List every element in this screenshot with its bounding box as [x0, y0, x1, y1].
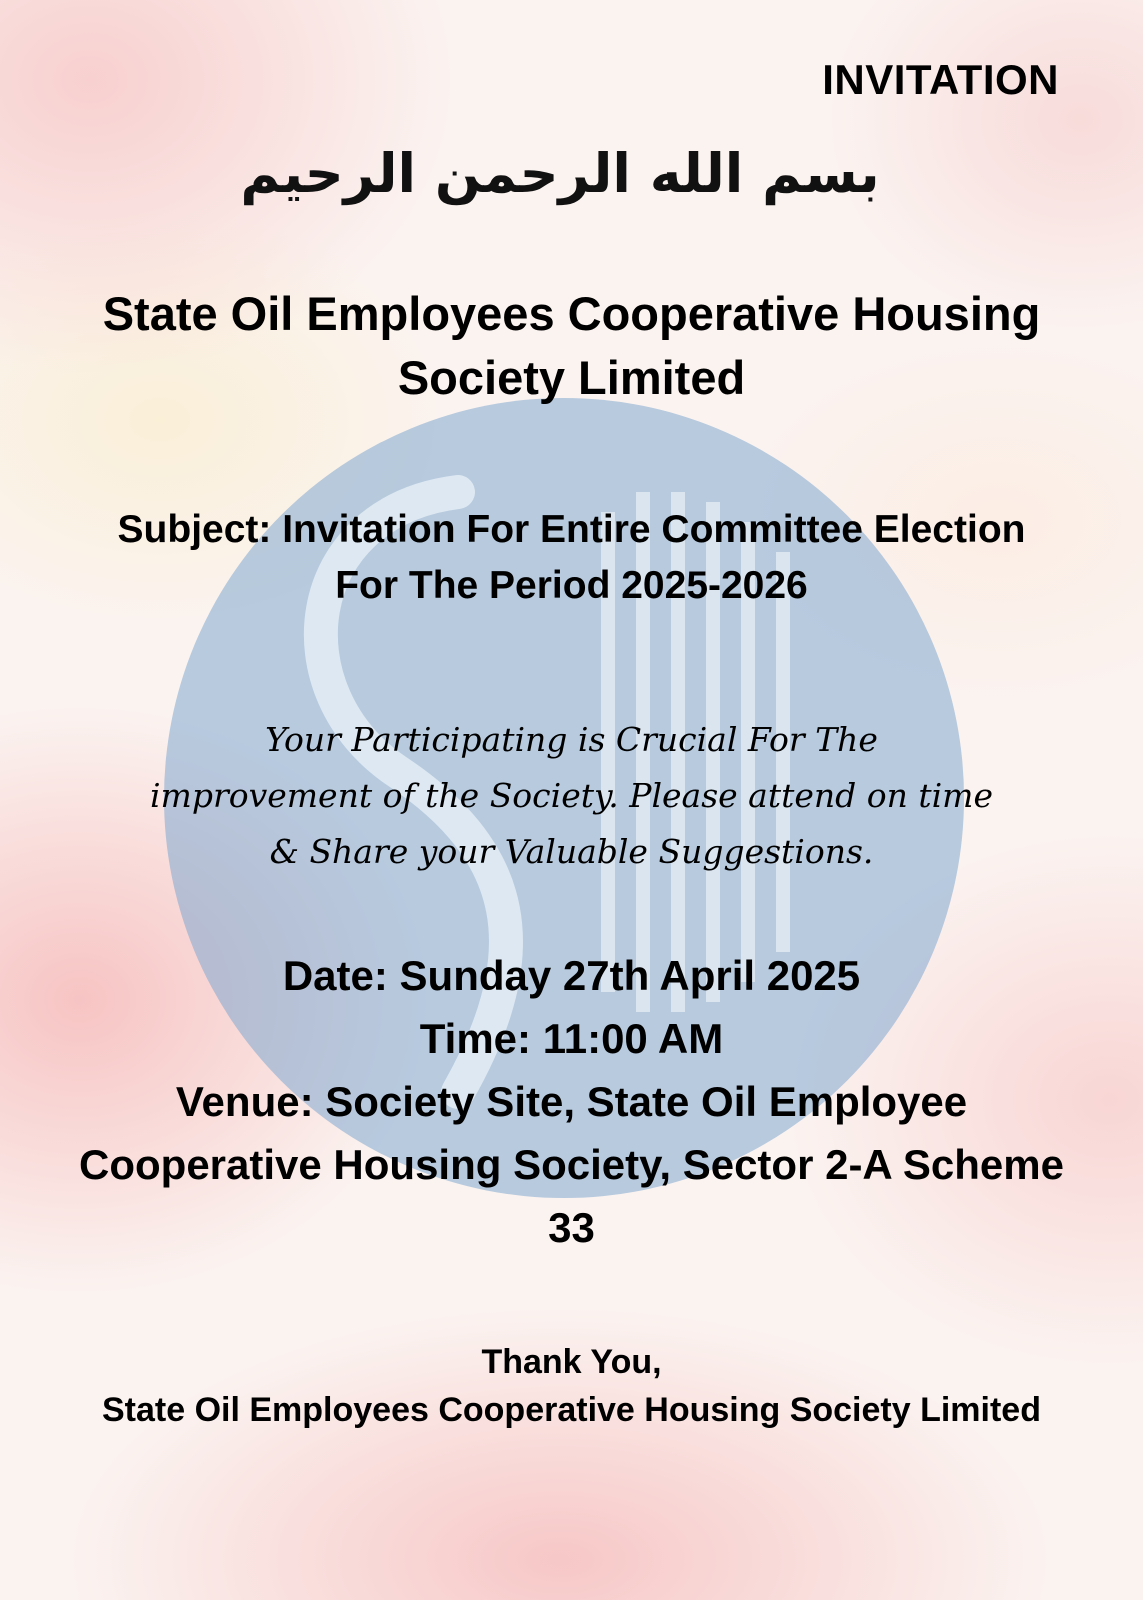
basmala-text: بسم الله الرحمن الرحيم [240, 142, 880, 205]
event-time: Time: 11:00 AM [419, 1015, 724, 1062]
invitation-message [100, 712, 1043, 880]
basmala-calligraphy [240, 118, 880, 226]
message-line: & Share your Valuable Suggestions. [269, 832, 874, 871]
organization-title: State Oil Employees Cooperative Housing Society Limited [102, 287, 1041, 404]
thank-you-text: Thank You, [481, 1343, 662, 1381]
event-venue: Venue: Society Site, State Oil Employee Cooperative Housing Society, Sector 2-A Scheme 33 [79, 1078, 1064, 1251]
message-line: Your Participating is Crucial For The [265, 720, 878, 759]
subject-line: Subject: Invitation For Entire Committee Election For The Period 2025-2026 [117, 508, 1026, 607]
event-details [60, 944, 1083, 1259]
event-date: Date: Sunday 27th April 2025 [282, 952, 861, 999]
closing-block [30, 1338, 1113, 1434]
message-line: improvement of the Society. Please attend on time [149, 776, 993, 815]
signature-text: State Oil Employees Cooperative Housing Society Limited [101, 1391, 1041, 1429]
invitation-label: INVITATION [822, 56, 1059, 103]
